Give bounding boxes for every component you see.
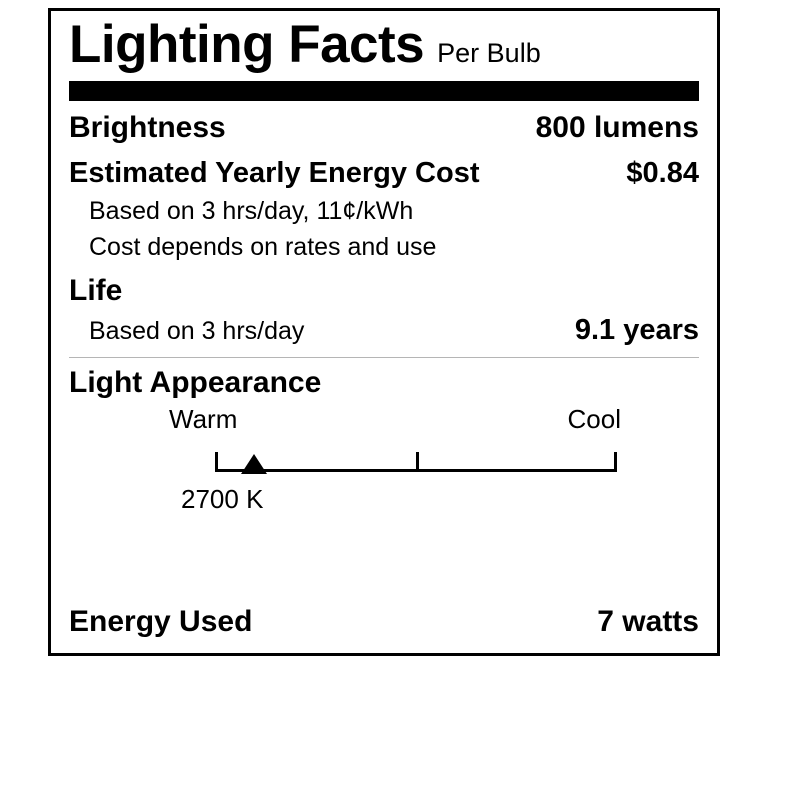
life-label: Life <box>69 273 123 307</box>
energy-cost-note: Cost depends on rates and use <box>89 232 437 261</box>
title-divider-bar <box>69 81 699 101</box>
energy-used-row <box>69 605 699 639</box>
energy-cost-basis: Based on 3 hrs/day, 11¢/kWh <box>89 196 414 225</box>
scale-warm-label: Warm <box>169 403 238 434</box>
energy-cost-value: $0.84 <box>626 156 699 189</box>
energy-used-value: 7 watts <box>597 605 699 638</box>
scale-ruler <box>215 452 617 474</box>
scale-endpoint-labels <box>69 404 699 435</box>
page-title: Lighting Facts <box>69 15 425 74</box>
life-row <box>89 314 699 347</box>
energy-used-label: Energy Used <box>69 605 253 638</box>
light-appearance-scale <box>69 404 699 514</box>
scale-cool-label: Cool <box>567 403 621 434</box>
scale-tick-left <box>215 452 218 472</box>
life-value: 9.1 years <box>574 313 699 346</box>
brightness-label: Brightness <box>69 110 226 144</box>
energy-cost-label: Estimated Yearly Energy Cost <box>69 156 480 189</box>
brightness-value: 800 lumens <box>535 110 699 144</box>
section-divider <box>69 357 699 358</box>
scale-tick-middle <box>416 452 419 472</box>
brightness-row <box>69 111 699 145</box>
page-title-suffix: Per Bulb <box>437 38 541 68</box>
scale-marker-triangle-icon <box>241 454 267 474</box>
label-inner <box>51 11 717 653</box>
label-title-row <box>69 11 699 73</box>
lighting-facts-label <box>48 8 720 656</box>
life-basis: Based on 3 hrs/day <box>89 316 305 345</box>
light-appearance-label: Light Appearance <box>69 365 322 399</box>
energy-cost-row <box>69 157 699 190</box>
scale-tick-right <box>614 452 617 472</box>
color-temperature-value: 2700 K <box>181 483 264 514</box>
